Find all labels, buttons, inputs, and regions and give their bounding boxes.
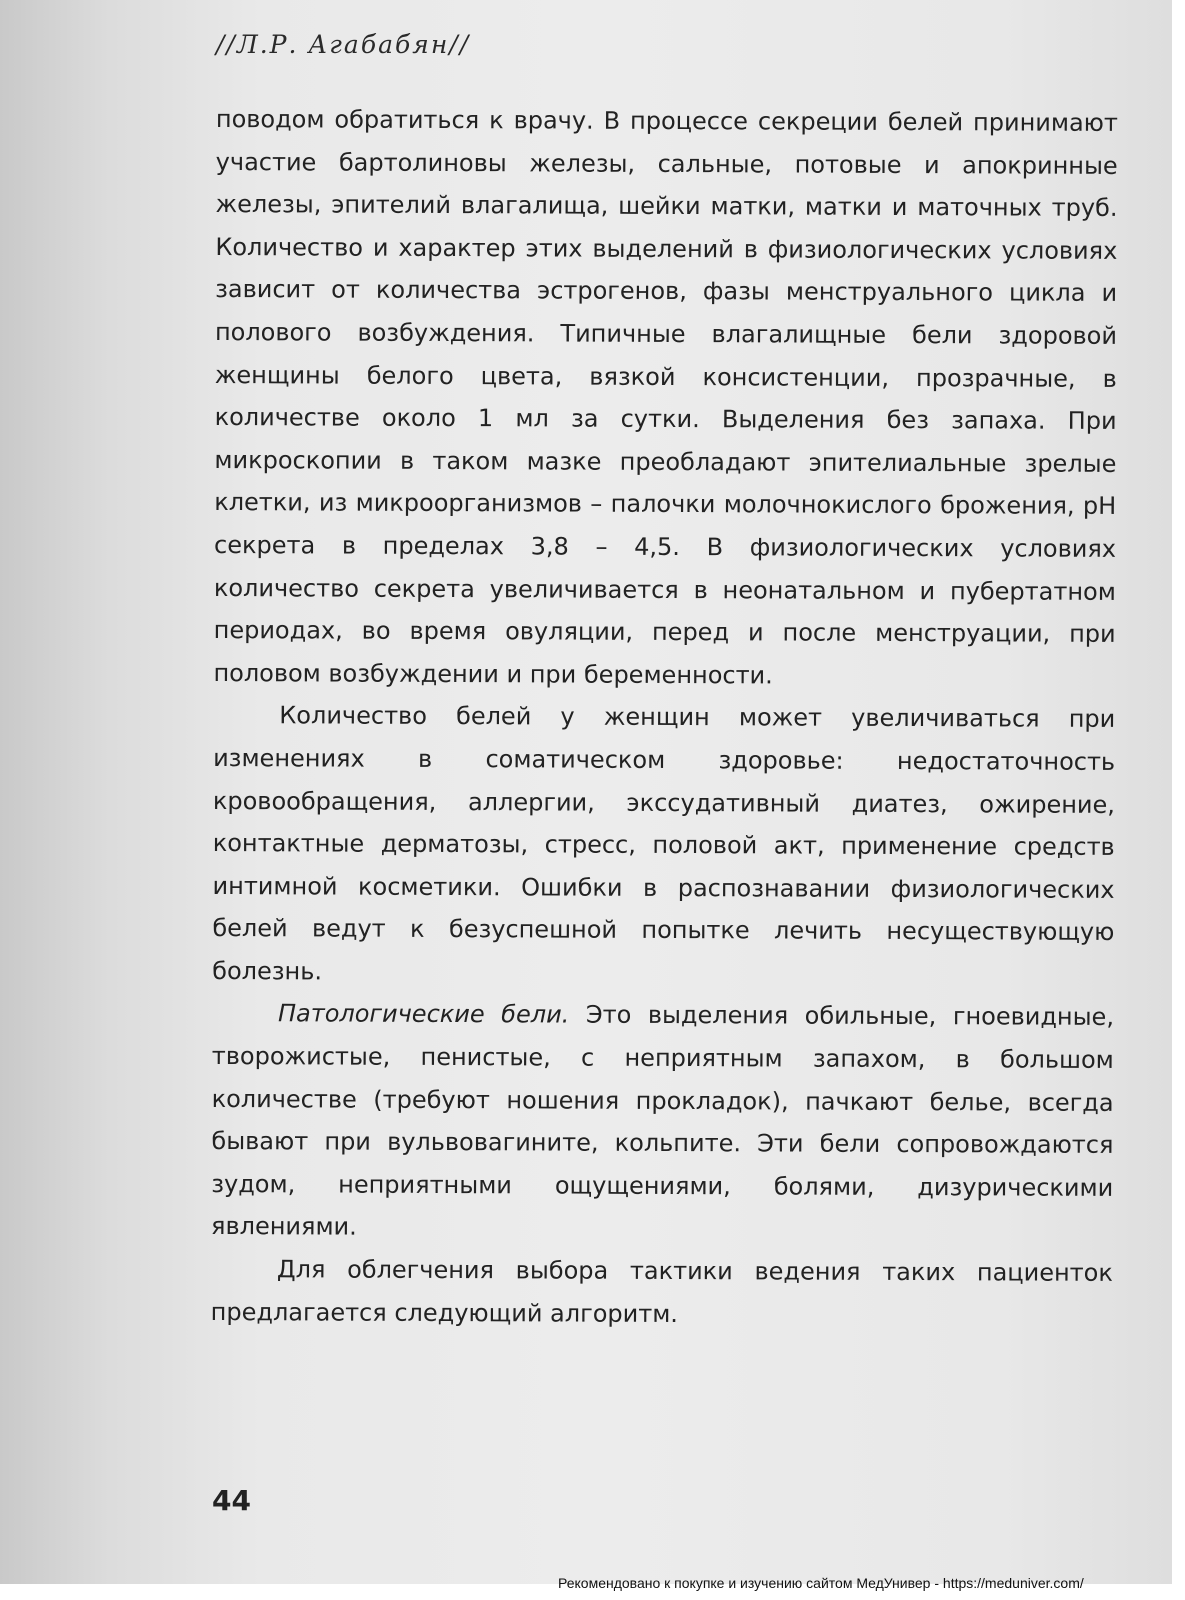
page-number: 44 [212, 1484, 251, 1517]
scan-edge [1172, 0, 1185, 1600]
paragraph-4: Для облегчения выбора тактики ведения таких пациенток предлагается следующий алгоритм. [210, 1255, 1113, 1328]
paragraph-3-text: Это выделения обильные, гноевидные, творожистые, пенистые, с неприятным запахом, в большом количестве (требуют ношения прокладок), пачкают белье, всегда бывают при вульвовагините, кольпите. Эти бели сопровождаются зудом, неприятными ощущениями, болями, дизурическими явлениями. [211, 1001, 1115, 1242]
running-head: //Л.Р. Агабабян// [216, 30, 471, 59]
paragraph-2: Количество белей у женщин может увеличиваться при изменениях в соматическом здоровье: недостаточность кровообращения, аллергии, экссудативный диатез, ожирение, контактные дерматозы, стресс, половой акт, применение средств интимной косметики. Ошибки в распознавании физиологических белей ведут к безуспешной попытке лечить несуществующую болезнь. [212, 701, 1116, 986]
source-credit: Рекомендовано к покупке и изучению сайтом МедУнивер - https://meduniver.com/ [558, 1575, 1084, 1591]
paragraph-3 [211, 992, 1114, 1251]
pathological-term: Патологические бели. [277, 999, 570, 1030]
page-body [211, 98, 1118, 1337]
paragraph-1: поводом обратиться к врачу. В процессе секреции белей принимают участие бартолиновы железы, сальные, потовые и апокринные железы, эпителий влагалища, шейки матки, матки и маточных труб. Количество и характер этих выделений в физиологических условиях зависит от количества эстрогенов, фазы менструального цикла и полового возбуждения. Типичные влагалищные бели здоровой женщины белого цвета, вязкой консистенции, прозрачные, в количестве около 1 мл за сутки. Выделения без запаха. При микроскопии в таком мазке преобладают эпителиальные зрелые клетки, из микроорганизмов – палочки молочнокислого брожения, pH секрета в пределах 3,8 – 4,5. В физиологических условиях количество секрета увеличивается в неонатальном и пубертатном периодах, во время овуляции, перед и после менструации, при половом возбуждении и при беременности. [213, 104, 1118, 690]
